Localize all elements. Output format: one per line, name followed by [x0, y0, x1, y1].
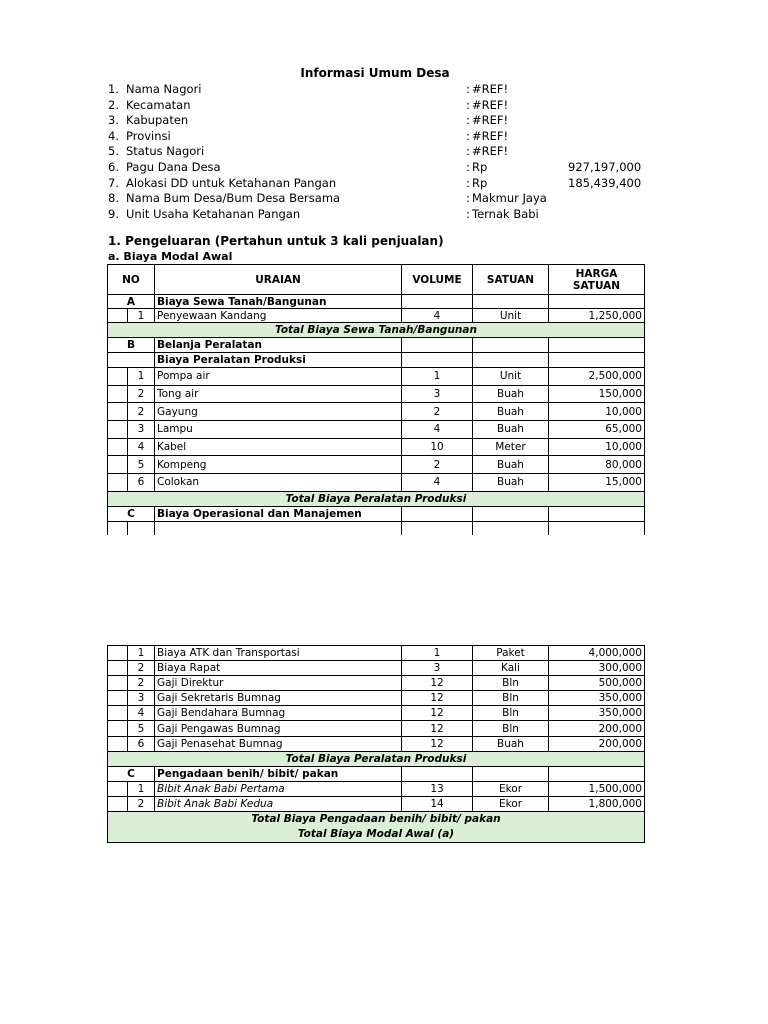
row-description: Bibit Anak Babi Kedua [155, 796, 402, 811]
empty-cell [128, 521, 155, 535]
row-unit: Buah [473, 474, 549, 492]
empty-cell [549, 295, 645, 309]
table-row [108, 438, 645, 456]
empty-cell [108, 385, 128, 403]
empty-cell [549, 506, 645, 521]
empty-cell [108, 474, 128, 492]
table-row [108, 676, 645, 691]
row-number: 1 [128, 781, 155, 796]
row-description: Bibit Anak Babi Pertama [155, 781, 402, 796]
row-price: 2,500,000 [549, 368, 645, 386]
row-unit: Unit [473, 368, 549, 386]
info-colon: : [466, 160, 470, 174]
row-volume: 14 [402, 796, 473, 811]
row-description: Gaji Sekretaris Bumnag [155, 691, 402, 706]
row-volume: 1 [402, 368, 473, 386]
row-volume: 4 [402, 309, 473, 323]
info-row [108, 176, 668, 192]
row-unit: Bln [473, 691, 549, 706]
table-row [108, 721, 645, 736]
info-number: 4. [108, 128, 119, 143]
row-number: 4 [128, 438, 155, 456]
group-title: Pengadaan benih/ bibit/ pakan [155, 766, 402, 781]
row-number: 2 [128, 676, 155, 691]
empty-cell [402, 521, 473, 535]
row-description: Biaya ATK dan Transportasi [155, 646, 402, 661]
row-unit: Buah [473, 456, 549, 474]
row-price: 10,000 [549, 438, 645, 456]
empty-cell [549, 353, 645, 368]
info-colon: : [466, 113, 470, 128]
row-volume: 12 [402, 691, 473, 706]
info-row [108, 160, 668, 176]
info-label: Kabupaten [126, 113, 189, 128]
table-row [108, 706, 645, 721]
total-row [108, 491, 645, 506]
header-unit: SATUAN [473, 265, 549, 295]
info-label: Pagu Dana Desa [126, 160, 221, 174]
empty-cell [108, 368, 128, 386]
row-volume: 2 [402, 403, 473, 421]
info-number: 2. [108, 97, 119, 112]
empty-cell [473, 766, 549, 781]
info-number: 9. [108, 206, 119, 221]
row-volume: 1 [402, 646, 473, 661]
row-unit: Meter [473, 438, 549, 456]
row-price: 65,000 [549, 421, 645, 439]
row-price: 1,250,000 [549, 309, 645, 323]
table-row [108, 661, 645, 676]
row-unit: Bln [473, 676, 549, 691]
row-price: 15,000 [549, 474, 645, 492]
info-value: #REF! [472, 128, 509, 143]
info-value: Rp [472, 175, 488, 190]
header-no: NO [108, 265, 155, 295]
row-description: Gayung [155, 403, 402, 421]
empty-cell [108, 661, 128, 676]
empty-cell [473, 506, 549, 521]
table-row [108, 691, 645, 706]
section-subtitle: a. Biaya Modal Awal [108, 250, 233, 263]
total-modal-label: Total Biaya Modal Awal (a) [297, 827, 455, 840]
row-number: 5 [128, 721, 155, 736]
row-volume: 10 [402, 438, 473, 456]
table-row [108, 385, 645, 403]
empty-cell [108, 736, 128, 751]
row-number: 6 [128, 736, 155, 751]
empty-cell [108, 438, 128, 456]
group-code [108, 353, 155, 368]
table-row [108, 368, 645, 386]
table-row [108, 309, 645, 323]
table-row [108, 646, 645, 661]
info-value: #REF! [472, 97, 509, 112]
table-row [108, 796, 645, 811]
empty-cell [473, 353, 549, 368]
info-value: #REF! [472, 113, 509, 128]
empty-cell [108, 721, 128, 736]
table-row [108, 474, 645, 492]
group-row [108, 353, 645, 368]
row-volume: 3 [402, 661, 473, 676]
row-description: Kabel [155, 438, 402, 456]
empty-cell [549, 521, 645, 535]
info-label: Nama Nagori [126, 82, 202, 96]
empty-cell [108, 456, 128, 474]
info-number: 8. [108, 191, 119, 206]
row-unit: Bln [473, 721, 549, 736]
section-title: 1. Pengeluaran (Pertahun untuk 3 kali penjualan) [108, 234, 444, 248]
info-colon: : [466, 128, 470, 143]
row-number: 1 [128, 368, 155, 386]
info-colon: : [466, 144, 470, 159]
row-unit: Unit [473, 309, 549, 323]
grand-total-row [108, 811, 645, 842]
group-code: C [108, 766, 155, 781]
row-number: 3 [128, 421, 155, 439]
grand-total-cell [108, 811, 645, 842]
info-colon: : [466, 82, 470, 96]
group-title: Biaya Peralatan Produksi [155, 353, 402, 368]
row-description: Lampu [155, 421, 402, 439]
row-number: 2 [128, 385, 155, 403]
total-row [108, 751, 645, 766]
row-price: 1,800,000 [549, 796, 645, 811]
empty-cell [108, 309, 128, 323]
row-number: 4 [128, 706, 155, 721]
group-code: C [108, 506, 155, 521]
info-amount: 185,439,400 [568, 175, 642, 190]
group-code: B [108, 338, 155, 353]
row-price: 1,500,000 [549, 781, 645, 796]
info-value: Makmur Jaya [472, 191, 547, 206]
row-price: 300,000 [549, 661, 645, 676]
row-unit: Buah [473, 736, 549, 751]
table-header [108, 265, 645, 295]
info-colon: : [466, 97, 470, 112]
row-price: 200,000 [549, 736, 645, 751]
row-price: 350,000 [549, 706, 645, 721]
row-volume: 12 [402, 676, 473, 691]
total-label: Total Biaya Sewa Tanah/Bangunan [108, 323, 645, 338]
row-unit: Paket [473, 646, 549, 661]
table-row [108, 736, 645, 751]
total-seed-label: Total Biaya Pengadaan benih/ bibit/ pakan [251, 812, 501, 825]
group-row [108, 766, 645, 781]
table-row [108, 421, 645, 439]
info-number: 6. [108, 160, 119, 174]
row-price: 4,000,000 [549, 646, 645, 661]
info-row [108, 207, 668, 223]
row-number: 2 [128, 796, 155, 811]
header-price: HARGA SATUAN [549, 265, 645, 295]
empty-cell [108, 421, 128, 439]
row-number: 2 [128, 403, 155, 421]
row-description: Penyewaan Kandang [155, 309, 402, 323]
info-row [108, 191, 668, 207]
total-row [108, 323, 645, 338]
empty-cell [108, 691, 128, 706]
header-volume: VOLUME [402, 265, 473, 295]
group-title: Biaya Operasional dan Manajemen [155, 506, 402, 521]
info-value: #REF! [472, 82, 509, 96]
info-value: Ternak Babi [472, 206, 539, 221]
info-number: 7. [108, 175, 119, 190]
info-label: Provinsi [126, 128, 171, 143]
empty-cell [549, 338, 645, 353]
empty-cell [155, 521, 402, 535]
row-price: 10,000 [549, 403, 645, 421]
info-label: Nama Bum Desa/Bum Desa Bersama [126, 191, 341, 206]
empty-cell [108, 403, 128, 421]
row-volume: 4 [402, 474, 473, 492]
blank-row [108, 521, 645, 535]
row-number: 3 [128, 691, 155, 706]
info-label: Alokasi DD untuk Ketahanan Pangan [126, 175, 337, 190]
row-number: 1 [128, 309, 155, 323]
cost-table-2 [107, 645, 645, 843]
group-title: Biaya Sewa Tanah/Bangunan [155, 295, 402, 309]
row-unit: Bln [473, 706, 549, 721]
row-volume: 12 [402, 721, 473, 736]
group-row [108, 295, 645, 309]
row-volume: 12 [402, 706, 473, 721]
info-colon: : [466, 175, 470, 190]
empty-cell [402, 506, 473, 521]
info-colon: : [466, 206, 470, 221]
row-price: 200,000 [549, 721, 645, 736]
group-row [108, 506, 645, 521]
info-value: Rp [472, 160, 488, 174]
info-label: Status Nagori [126, 144, 205, 159]
row-price: 80,000 [549, 456, 645, 474]
empty-cell [108, 521, 128, 535]
group-title: Belanja Peralatan [155, 338, 402, 353]
info-row [108, 98, 668, 114]
row-unit: Kali [473, 661, 549, 676]
empty-cell [549, 766, 645, 781]
row-description: Biaya Rapat [155, 661, 402, 676]
total-label: Total Biaya Peralatan Produksi [108, 491, 645, 506]
empty-cell [473, 338, 549, 353]
empty-cell [402, 766, 473, 781]
row-number: 6 [128, 474, 155, 492]
info-number: 3. [108, 113, 119, 128]
info-label: Kecamatan [126, 97, 191, 112]
row-description: Gaji Penasehat Bumnag [155, 736, 402, 751]
row-description: Tong air [155, 385, 402, 403]
empty-cell [473, 295, 549, 309]
info-label: Unit Usaha Ketahanan Pangan [126, 206, 301, 221]
row-description: Colokan [155, 474, 402, 492]
empty-cell [473, 521, 549, 535]
row-volume: 3 [402, 385, 473, 403]
row-price: 350,000 [549, 691, 645, 706]
empty-cell [108, 781, 128, 796]
row-price: 500,000 [549, 676, 645, 691]
row-volume: 4 [402, 421, 473, 439]
row-number: 1 [128, 646, 155, 661]
row-unit: Buah [473, 421, 549, 439]
row-number: 5 [128, 456, 155, 474]
row-description: Gaji Pengawas Bumnag [155, 721, 402, 736]
cost-table-1 [107, 264, 645, 535]
empty-cell [108, 646, 128, 661]
row-volume: 13 [402, 781, 473, 796]
row-price: 150,000 [549, 385, 645, 403]
info-number: 1. [108, 82, 119, 96]
table-row [108, 456, 645, 474]
info-amount: 927,197,000 [568, 160, 642, 174]
group-row [108, 338, 645, 353]
info-row [108, 113, 668, 129]
row-volume: 12 [402, 736, 473, 751]
empty-cell [108, 796, 128, 811]
empty-cell [108, 706, 128, 721]
table-row [108, 781, 645, 796]
row-number: 2 [128, 661, 155, 676]
info-value: #REF! [472, 144, 509, 159]
total-label: Total Biaya Peralatan Produksi [108, 751, 645, 766]
info-row [108, 82, 668, 98]
empty-cell [108, 676, 128, 691]
row-unit: Ekor [473, 796, 549, 811]
row-description: Kompeng [155, 456, 402, 474]
row-unit: Buah [473, 403, 549, 421]
header-description: URAIAN [155, 265, 402, 295]
row-unit: Buah [473, 385, 549, 403]
empty-cell [402, 295, 473, 309]
info-colon: : [466, 191, 470, 206]
row-unit: Ekor [473, 781, 549, 796]
table-row [108, 403, 645, 421]
info-row [108, 129, 668, 145]
page-title: Informasi Umum Desa [300, 66, 450, 80]
group-code: A [108, 295, 155, 309]
row-volume: 2 [402, 456, 473, 474]
info-number: 5. [108, 144, 119, 159]
row-description: Pompa air [155, 368, 402, 386]
empty-cell [402, 338, 473, 353]
row-description: Gaji Direktur [155, 676, 402, 691]
info-row [108, 144, 668, 160]
empty-cell [402, 353, 473, 368]
row-description: Gaji Bendahara Bumnag [155, 706, 402, 721]
